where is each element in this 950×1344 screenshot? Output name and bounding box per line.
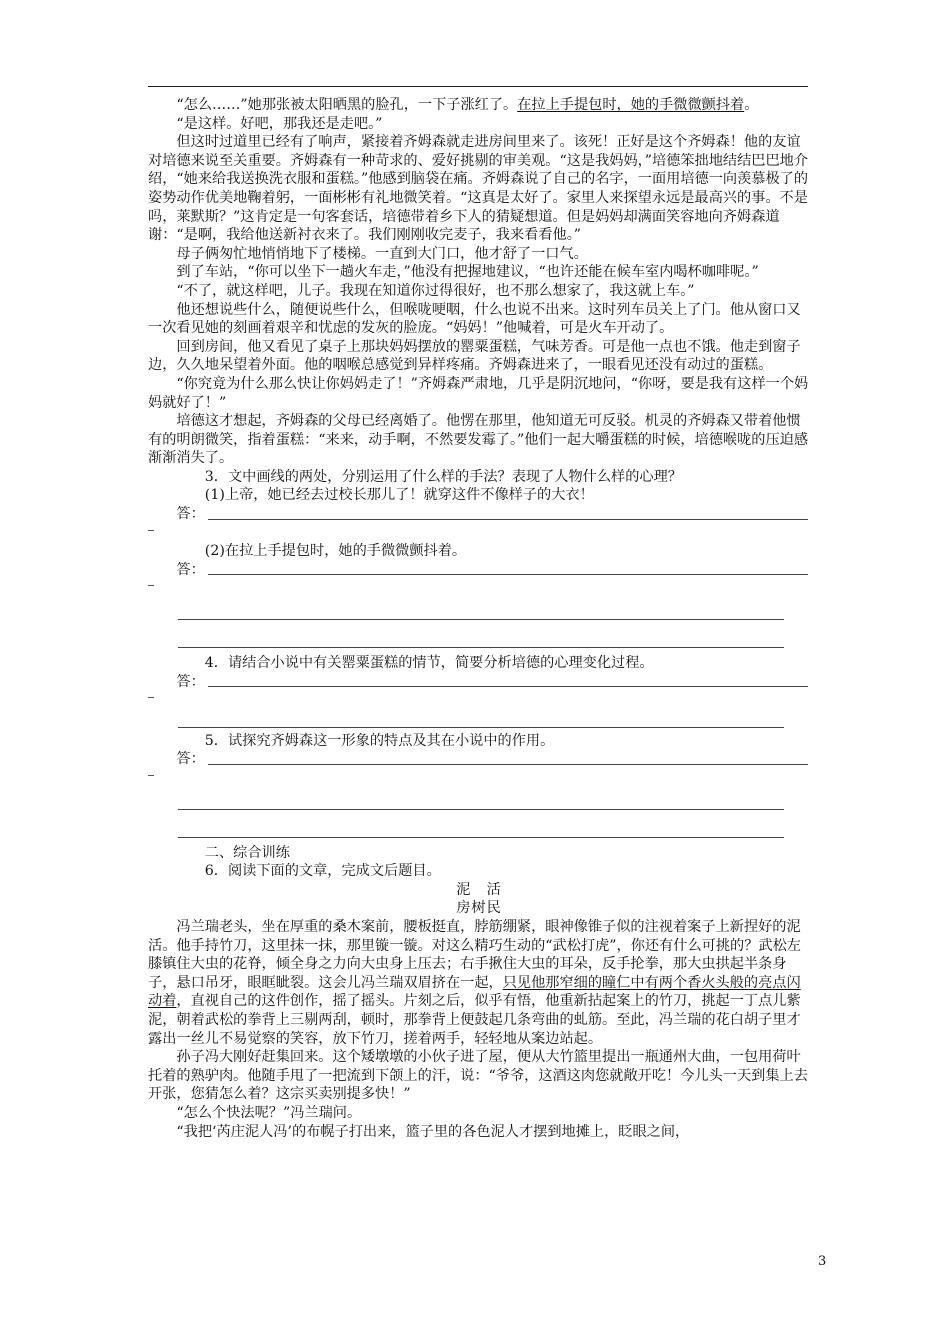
header-rule xyxy=(148,86,808,87)
paragraph: 回到房间，他又看见了桌子上那块妈妈摆放的罂粟蛋糕，气味芳香。可是他一点也不饿。他走到窗子边，久久地呆望着外面。他的咽喉总感觉到异样疼痛。齐姆森进来了，一眼看见还没有动过的蛋糕。 xyxy=(148,338,801,374)
question-5-stem: 5．试探究齐姆森这一形象的特点及其在小说中的作用。 xyxy=(204,732,555,749)
paragraph: “我把‘芮庄泥人冯’的布幌子打出来，篮子里的各色泥人才摆到地摊上，眨眼之间， xyxy=(176,1123,690,1140)
answer-label: 答： xyxy=(176,673,205,690)
blank-answer-line[interactable] xyxy=(148,788,810,816)
stray-dash xyxy=(148,524,810,543)
stray-dash xyxy=(148,769,810,788)
paragraph: 孙子冯大刚好赶集回来。这个矮墩墩的小伙子进了屋，便从大竹篮里提出一瓶通州大曲，一包用荷叶托着的熟驴肉。他随手甩了一把流到下颌上的汗，说：“爷爷，这酒这肉您就敞开吃！今儿头一天到集上去开张，您猜怎么着？这宗买卖别提多快！” xyxy=(148,1049,808,1103)
question-4-stem: 4．请结合小说中有关罂粟蛋糕的情节，简要分析培德的心理变化过程。 xyxy=(204,655,654,672)
underlined-sentence: 只见他那窄细的瞳仁中有两个香火头般的亮点闪动着 xyxy=(148,974,801,1010)
blank-answer-line[interactable] xyxy=(148,816,810,844)
answer-line-3-1[interactable] xyxy=(148,505,810,524)
blank-answer-line[interactable] xyxy=(148,626,810,654)
paragraph: 培德这才想起，齐姆森的父母已经离婚了。他愣在那里，他知道无可反驳。机灵的齐姆森又带着他惯有的明朗微笑，指着蛋糕：“来来，动手啊，不然要发霉了。”他们一起大嚼蛋糕的时候，培德喉咙的压迫感渐渐消失了。 xyxy=(148,413,809,467)
question-6-stem: 6．阅读下面的文章，完成文后题目。 xyxy=(204,863,441,880)
blank-answer-line[interactable] xyxy=(148,598,810,626)
paragraph: 但这时过道里已经有了响声，紧接着齐姆森就走进房间里来了。该死！正好是这个齐姆森！他的友谊对培德来说至关重要。齐姆森有一种苛求的、爱好挑剔的审美观。“这是我妈妈，”培德笨拙地结结巴巴地介绍，“她来给我送换洗衣服和蛋糕。”他感到脑袋在痛。齐姆森说了自己的名字，一面用培德一向羡慕极了的姿势动作优美地鞠着躬，一面彬彬有礼地微笑着。“这真是太好了。家里人来探望永远是最高兴的事。不是吗，莱默斯？”这肯定是一句客套话，培德带着乡下人的猜疑想道。但是妈妈却满面笑容地向齐姆森道谢：“是啊，我给他送新衬衣来了。我们刚刚收完麦子，我来看看他。” xyxy=(148,134,809,244)
stray-dash xyxy=(148,691,810,710)
question-4 xyxy=(148,654,810,732)
answer-label: 答： xyxy=(176,751,205,768)
question-3-stem: 3．文中画线的两处，分别运用了什么样的手法？表现了人物什么样的心理？ xyxy=(204,468,682,485)
question-3-sub1: (1)上帝，她已经去过校长那儿了！就穿这件不像样子的大衣！ xyxy=(204,487,594,504)
answer-line-4[interactable] xyxy=(148,673,810,692)
section-heading: 二、综合训练 xyxy=(204,844,290,861)
answer-line-3-2[interactable] xyxy=(148,561,810,580)
paragraph: “怎么个快法呢？”冯兰瑞问。 xyxy=(176,1104,362,1121)
paragraph: 到了车站，“你可以坐下一趟火车走，”他没有把握地建议，“也许还能在候车室内喝杯咖啡呢。” xyxy=(176,264,759,281)
paragraph: “你究竟为什么那么快让你妈妈走了！”齐姆森严肃地，几乎是阴沉地问，“你呀，要是我有这样一个妈妈就好了！” xyxy=(148,375,809,411)
answer-label: 答： xyxy=(176,561,205,578)
paragraph: “怎么……”她那张被太阳晒黑的脸孔，一下子涨红了。在拉上手提包时，她的手微微颤抖着。 xyxy=(176,97,759,113)
underlined-sentence: 在拉上手提包时，她的手微微颤抖着 xyxy=(517,97,745,113)
question-5 xyxy=(148,732,810,844)
question-3-sub2: (2)在拉上手提包时，她的手微微颤抖着。 xyxy=(204,543,467,560)
stray-dash xyxy=(148,579,810,598)
story-excerpt xyxy=(148,96,810,468)
story-title: 泥 活 xyxy=(456,881,502,898)
paragraph: 冯兰瑞老头，坐在厚重的桑木案前，腰板挺直，脖筋绷紧，眼神像锥子似的注视着案子上新捏好的泥活。他手持竹刀，这里抹一抹，那里镟一镟。对这么精巧生动的“武松打虎”，你还有什么可挑的？武松左膝镇住大虫的花脊，倾全身之力向大虫身上压去；右手揪住大虫的耳朵，反手抡拳，那大虫拱起半条身子，悬口吊牙，眼眶眦裂。这会儿冯兰瑞双眉挤在一起，只见他那窄细的瞳仁中有两个香火头般的亮点闪动着，直视自己的这件创作，摇了摇头。片刻之后，似乎有悟，他重新拈起案上的竹刀，挑起一丁点儿紫泥，朝着武松的拳背上三剔两刮，顿时，那拳背上便鼓起几条弯曲的虬筋。至此，冯兰瑞的花白胡子里才露出一丝儿不易觉察的笑容，放下竹刀，搓着两手，轻轻地从案边站起。 xyxy=(148,918,801,1047)
blank-answer-line[interactable] xyxy=(148,710,810,732)
paragraph: 母子俩匆忙地悄悄地下了楼梯。一直到大门口，他才舒了一口气。 xyxy=(176,245,588,262)
document-body xyxy=(148,96,810,1141)
answer-label: 答： xyxy=(176,506,205,523)
question-3 xyxy=(148,468,810,654)
paragraph: 他还想说些什么，随便说些什么，但喉咙哽咽，什么也说不出来。这时列车员关上了门。他从窗口又一次看见她的刻画着艰辛和忧虑的发灰的脸庞。“妈妈！”他喊着，可是火车开动了。 xyxy=(148,301,801,337)
section-2 xyxy=(148,844,810,1142)
paragraph: “不了，就这样吧，儿子。我现在知道你过得很好，也不那么想家了，我这就上车。” xyxy=(176,282,695,299)
answer-line-5[interactable] xyxy=(148,750,810,769)
story-author: 房树民 xyxy=(456,900,502,917)
paragraph: “是这样。好吧，那我还是走吧。” xyxy=(176,115,383,132)
page-number: 3 xyxy=(818,1254,827,1269)
